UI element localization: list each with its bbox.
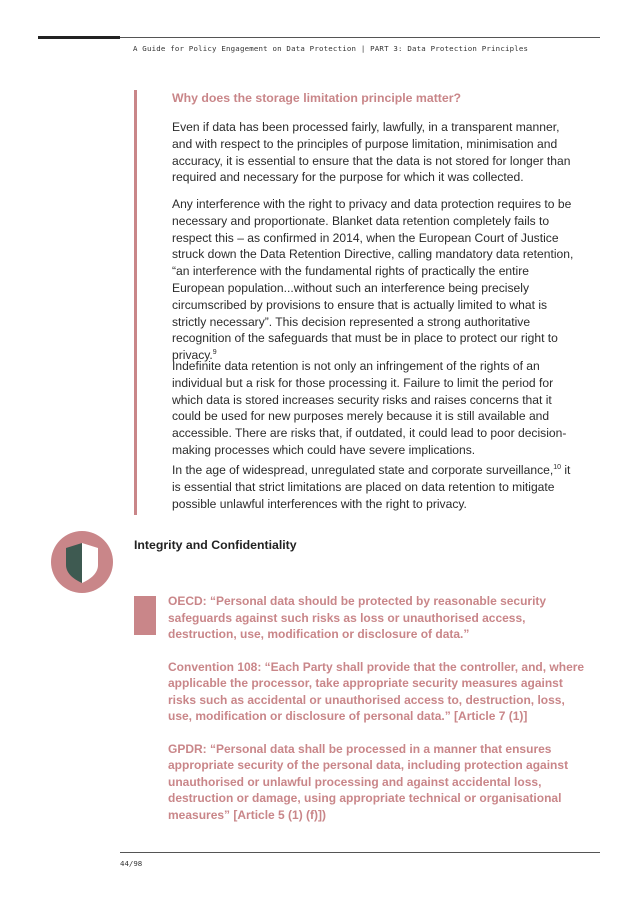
storage-paragraph-4 [172,462,582,512]
shield-icon [51,531,113,593]
integrity-badge [51,531,113,593]
quote-gdpr: GPDR: “Personal data shall be processed in a manner that ensures appropriate security of the personal data, including protection against unauthorised or unlawful processing and against accidental loss, destruction or damage, using appropriate technical or organisational measures” [Article 5 (1) (f)]) [168,741,569,822]
storage-question-heading: Why does the storage limitation principle matter? [172,91,462,105]
storage-paragraph-4-text-a: In the age of widespread, unregulated state and corporate surveillance, [172,463,554,477]
storage-paragraph-2-text: Any interference with the right to privacy and data protection requires to be necessary and proportionate. Blanket data retention completely fails to respect this – as confirmed in 2014, when the European Court of Justice struck down the Data Retention Directive, calling mandatory data retention, “an interference with the fundamental rights of practically the entire European population...without such an interference being precisely circumscribed by provisions to ensure that is actually limited to what is strictly necessary”. This decision represented a strong authoritative recognition of the safeguards that must be in place to protect our right to privacy. [172,197,574,363]
quote-convention-108: Convention 108: “Each Party shall provide that the controller, and, where applicable the processor, take appropriate security measures against risks such as accidental or unauthorised access to, destruction, loss, use, modification or disclosure of personal data.” [Article 7 (1)] [168,659,585,723]
header-rule [120,37,600,38]
quote-accent-block [134,596,156,635]
integrity-heading: Integrity and Confidentiality [134,538,297,552]
storage-section-accent-bar [134,90,137,515]
running-header: A Guide for Policy Engagement on Data Protection | PART 3: Data Protection Principles [133,44,529,53]
storage-paragraph-4-text-b: it is essential that strict limitations are placed on data retention to mitigate possible unlawful interferences with the right to privacy. [172,463,571,511]
quote-oecd: OECD: “Personal data should be protected by reasonable security safeguards against such risks as loss or unauthorised access, destruction, use, modification or disclosure of data.” [168,594,547,641]
footnote-ref-10[interactable]: 10 [553,463,561,471]
page-number: 44/98 [120,859,143,868]
storage-paragraph-1: Even if data has been processed fairly, lawfully, in a transparent manner, and with respect to the principles of purpose limitation, minimisation and accuracy, it is essential to ensure that the data is not stored for longer than required and necessary for the purpose for which it was collected. [172,120,571,185]
storage-paragraph-3: Indefinite data retention is not only an infringement of the rights of an individual but a risk for those processing it. Failure to limit the period for which data is stored increases security risks and raises concerns that it could be used for new purposes merely because it is still available and accessible. There are risks that, if outdated, it could lead to poor decision-making processes which could have severe implications. [172,359,567,457]
principle-quotes [168,593,588,839]
storage-paragraph-2 [172,196,582,364]
header-rule-thick [38,36,120,39]
footnote-ref-9[interactable]: 9 [212,349,217,357]
footer-rule [120,852,600,853]
